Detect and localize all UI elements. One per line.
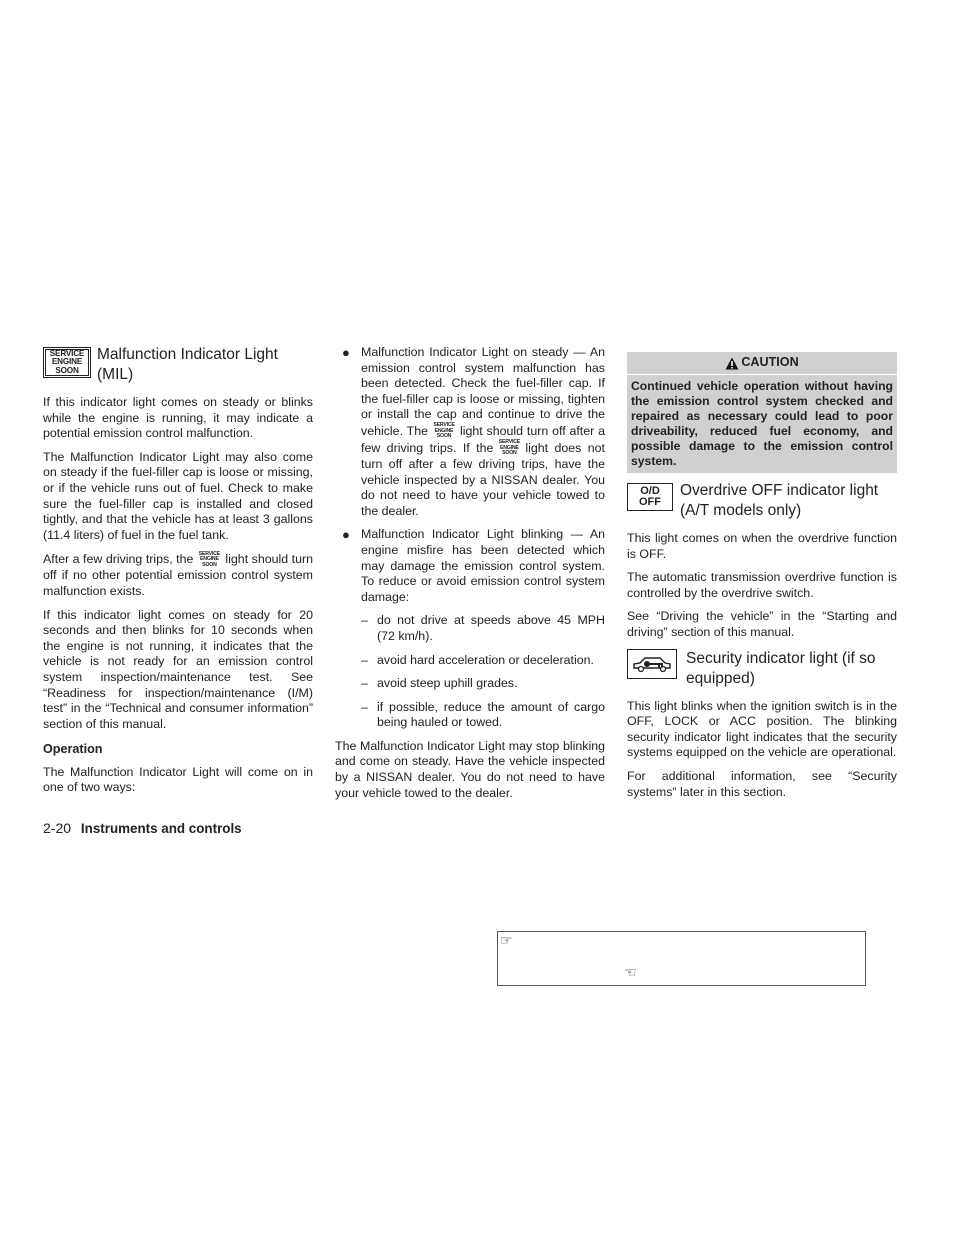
operation-paragraph: The Malfunction Indicator Light will come on in one of two ways: [43,764,313,795]
mil-paragraph-1: If this indicator light comes on steady or blinks while the engine is running, it may indicate a potential emission control malfunction. [43,395,313,441]
mil-paragraph-3: After a few driving trips, the SERVICE ENGINE SOON light should turn off if no other potential emission control system malfunction exists. [43,550,313,598]
overdrive-paragraph-1: This light comes on when the overdrive function is OFF. [627,531,897,561]
list-item: ● Malfunction Indicator Light on steady — An emission control system malfunction has been detected. Check the fuel-filler cap. If the fuel-filler cap is loose or missing, tighten or install the cap and continue to drive the vehicle. The SERVICE ENGINE SOON light should turn off after a few driving trips. If the SERVICE ENGINE SOON light does not turn off after a few driving trips, have the vehicle inspected by a NISSAN dealer. You do not need to have your vehicle towed to the dealer. [342,345,605,518]
note-box [497,931,866,986]
page-number: 2-20 [43,820,72,836]
security-paragraph-2: For additional information, see “Security systems” later in this section. [627,768,897,799]
service-engine-soon-icon: SERVICE ENGINE SOON [433,422,455,440]
list-item: – avoid steep uphill grades. [361,676,518,691]
list-item: – if possible, reduce the amount of cargo being hauled or towed. [361,699,605,730]
mil-title: Malfunction Indicator Light (MIL) [97,346,278,383]
section-name: Instruments and controls [80,821,242,836]
caution-box [627,352,897,473]
service-engine-soon-icon: SERVICE ENGINE SOON [198,550,221,568]
mil-paragraph-4: If this indicator light comes on steady for 20 seconds and then blinks for 10 seconds when the engine is not running, it indicates that the vehicle is not ready for an emission control system inspection/maintenance test. See “Readiness for inspection/maintenance (I/M) test” in the “Technical and consumer information” section of this manual. [43,607,313,731]
pointing-hand-icon: ☜ [624,964,637,980]
service-engine-soon-icon: SERVICE ENGINE SOON [498,439,520,457]
overdrive-section-header [627,481,897,521]
bullet-icon: ● [342,345,350,360]
operation-heading: Operation [43,742,103,757]
list-item: ● Malfunction Indicator Light blinking — An engine misfire has been detected which may damage the emission control system. To reduce or avoid emission control system damage: – do not drive at speeds above 45 MPH (72 km/h). – avoid hard acceleration or deceleration. – avoid steep uphill grades. – if possible, reduce the amount of cargo being hauled or towed. [335,527,605,731]
mil-section-header [43,345,313,385]
mil-modes-list [335,345,605,731]
left-column [43,345,313,804]
mil-blinking-note: The Malfunction Indicator Light may stop blinking and come on steady. Have the vehicle inspected by a NISSAN dealer. You do not need to have your vehicle towed to the dealer. [335,738,605,800]
caution-header: CAUTION [627,352,897,375]
overdrive-title: Overdrive OFF indicator light (A/T models only) [680,482,879,519]
security-section-header [627,649,897,689]
overdrive-paragraph-3: See “Driving the vehicle” in the “Starting and driving” section of this manual. [627,609,897,639]
list-item: – avoid hard acceleration or deceleration. [361,652,594,667]
pointing-hand-icon: ☞ [500,932,513,948]
damage-avoidance-list [335,613,605,731]
security-car-key-icon [627,649,677,679]
overdrive-off-icon: O/D OFF [627,483,673,511]
middle-column [335,345,605,809]
warning-triangle-icon [725,357,739,370]
page-footer [43,820,242,836]
right-column [627,352,897,808]
security-title: Security indicator light (if so equipped) [686,649,876,687]
bullet-icon: ● [342,527,350,543]
mil-paragraph-2: The Malfunction Indicator Light may also come on steady if the fuel-filler cap is loose or missing, or if the vehicle runs out of fuel. Check to make sure the fuel-filler cap is installed and closed tightly, and that the vehicle has at least 3 gallons (11.4 liters) of fuel in the fuel tank. [43,449,313,542]
list-item: – do not drive at speeds above 45 MPH (72 km/h). [361,613,605,643]
security-paragraph-1: This light blinks when the ignition switch is in the OFF, LOCK or ACC position. The blinking security indicator light indicates that the security systems equipped on the vehicle are operational. [627,698,897,760]
service-engine-soon-icon: SERVICE ENGINE SOON [43,347,91,378]
caution-text: Continued vehicle operation without having the emission control system checked and repaired as necessary could lead to poor driveability, reduced fuel economy, and possible damage to the emission control system. [631,379,893,468]
overdrive-paragraph-2: The automatic transmission overdrive function is controlled by the overdrive switch. [627,570,897,600]
